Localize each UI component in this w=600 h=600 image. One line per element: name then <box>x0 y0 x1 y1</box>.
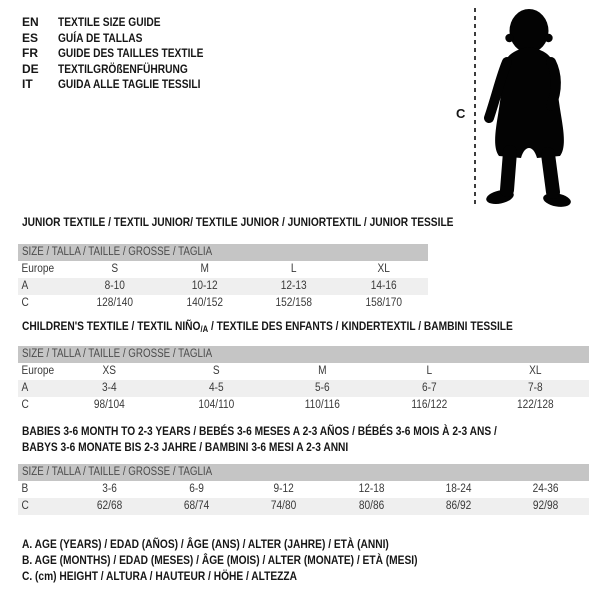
height-marker-label: C <box>456 106 466 121</box>
table-cell: 14-16 <box>370 280 397 292</box>
table-cell: XL <box>529 365 542 377</box>
size-header-label: SIZE / TALLA / TAILLE / GRÖSSE / TAGLIA <box>22 246 213 258</box>
table-cell: 6-7 <box>421 382 437 394</box>
table-cell: 6-9 <box>189 483 205 495</box>
table-row <box>18 498 589 515</box>
legend-line-b-text: B. AGE (MONTHS) / EDAD (MESES) / ÂGE (MOIS) / ALTER (MONATE) / ETÀ (MESI) <box>22 552 418 567</box>
table-cell: 4-5 <box>208 382 224 394</box>
size-header-label: SIZE / TALLA / TAILLE / GRÖSSE / TAGLIA <box>22 348 213 360</box>
table-cell: C <box>21 399 29 411</box>
table-cell: C <box>21 500 29 512</box>
table-row <box>18 397 589 414</box>
children-size-table <box>18 346 589 414</box>
table-row <box>18 261 428 278</box>
children-section-heading-text <box>22 319 513 338</box>
table-cell: 8-10 <box>104 280 125 292</box>
table-cell: 122/128 <box>517 399 554 411</box>
table-cell: 3-6 <box>102 483 117 495</box>
table-cell: 158/170 <box>364 297 402 309</box>
table-cell: 140/152 <box>185 297 223 309</box>
table-cell: M <box>318 365 327 377</box>
legend-line-c-text: C. (cm) HEIGHT / ALTURA / HAUTEUR / HÖHE / ALTEZZA <box>22 568 298 583</box>
size-header-bar <box>18 346 589 363</box>
language-list <box>22 15 229 93</box>
legend <box>22 537 487 584</box>
language-row-es <box>22 31 229 47</box>
language-label: TEXTILGRÖßENFÜHRUNG <box>58 61 188 76</box>
table-cell: 110/116 <box>304 399 341 411</box>
table-cell: XS <box>102 365 117 377</box>
table-cell: L <box>426 365 432 377</box>
legend-line-c <box>22 569 487 585</box>
size-header-bar <box>18 244 428 261</box>
language-label: GUÍA DE TALLAS <box>58 30 143 45</box>
language-row-it <box>22 77 229 93</box>
babies-size-table <box>18 464 589 515</box>
legend-line-a <box>22 537 487 553</box>
language-code: FR <box>22 46 38 61</box>
table-row <box>18 295 428 312</box>
table-row <box>18 380 589 397</box>
babies-heading-line1: BABIES 3-6 MONTH TO 2-3 YEARS / BEBÉS 3-6 MESES A 2-3 AÑOS / BÉBÉS 3-6 MOIS À 2-3 ANS / <box>22 424 497 438</box>
size-header-bar <box>18 464 589 481</box>
language-label: TEXTILE SIZE GUIDE <box>58 15 161 29</box>
table-cell: XL <box>377 263 390 275</box>
language-label: GUIDE DES TAILLES TEXTILE <box>58 46 204 61</box>
table-row <box>18 278 428 295</box>
table-cell: 86/92 <box>445 500 471 512</box>
babies-section-heading <box>22 424 581 455</box>
table-row <box>18 481 589 498</box>
table-cell: 9-12 <box>273 483 295 495</box>
table-cell: 74/80 <box>271 500 297 512</box>
table-cell: 12-13 <box>280 280 307 292</box>
size-header-label: SIZE / TALLA / TAILLE / GRÖSSE / TAGLIA <box>22 466 213 478</box>
legend-line-a-text: A. AGE (YEARS) / EDAD (AÑOS) / ÂGE (ANS) / ALTER (JAHRE) / ETÀ (ANNI) <box>22 537 389 551</box>
heading-subscript: /A <box>200 324 209 334</box>
table-cell: 5-6 <box>315 382 330 394</box>
table-cell: 68/74 <box>184 500 210 512</box>
junior-section-heading <box>22 215 530 231</box>
table-cell: Europe <box>21 365 55 377</box>
legend-line-b <box>22 553 487 569</box>
table-cell: A <box>21 382 29 394</box>
table-cell: 128/140 <box>96 297 134 309</box>
table-cell: 7-8 <box>528 382 543 394</box>
table-cell: S <box>212 365 220 377</box>
table-cell: 12-18 <box>358 483 385 495</box>
language-row-fr <box>22 46 229 62</box>
language-code: ES <box>22 30 39 45</box>
table-row <box>18 363 589 380</box>
junior-section-heading-text: JUNIOR TEXTILE / TEXTIL JUNIOR/ TEXTILE JUNIOR / JUNIORTEXTIL / JUNIOR TESSILE <box>22 215 454 229</box>
table-cell: 104/110 <box>197 399 234 411</box>
table-cell: 116/122 <box>411 399 447 411</box>
junior-size-table <box>18 244 428 312</box>
table-cell: C <box>21 297 29 309</box>
language-code: DE <box>22 61 39 76</box>
table-cell: 98/104 <box>93 399 125 411</box>
table-cell: 3-4 <box>101 382 117 394</box>
children-section-heading <box>22 319 599 338</box>
table-cell: 62/68 <box>96 500 123 512</box>
table-cell: B <box>21 483 29 495</box>
table-cell: S <box>111 263 119 275</box>
language-code: IT <box>22 77 33 92</box>
table-cell: L <box>290 263 297 275</box>
table-cell: 80/86 <box>358 500 384 512</box>
height-dashed-line <box>474 8 476 206</box>
table-cell: 92/98 <box>532 500 559 512</box>
table-cell: 24-36 <box>532 483 559 495</box>
language-code: EN <box>22 15 39 29</box>
heading-part: / TEXTILE DES ENFANTS / KINDERTEXTIL / BAMBINI TESSILE <box>208 319 513 333</box>
table-cell: 18-24 <box>445 483 472 495</box>
table-cell: M <box>200 263 209 275</box>
toddler-silhouette-icon <box>481 6 575 208</box>
language-row-de <box>22 62 229 78</box>
babies-heading-line2: BABYS 3-6 MONATE BIS 2-3 JAHRE / BAMBINI 3-6 MESI A 2-3 ANNI <box>22 439 349 454</box>
heading-part: CHILDREN'S TEXTILE / TEXTIL NIÑO <box>22 319 201 333</box>
table-cell: Europe <box>21 263 55 275</box>
table-cell: 10-12 <box>191 280 218 292</box>
language-label: GUIDA ALLE TAGLIE TESSILI <box>58 77 201 92</box>
language-row-en <box>22 15 229 31</box>
table-cell: 152/158 <box>275 297 313 309</box>
table-cell: A <box>21 280 29 292</box>
